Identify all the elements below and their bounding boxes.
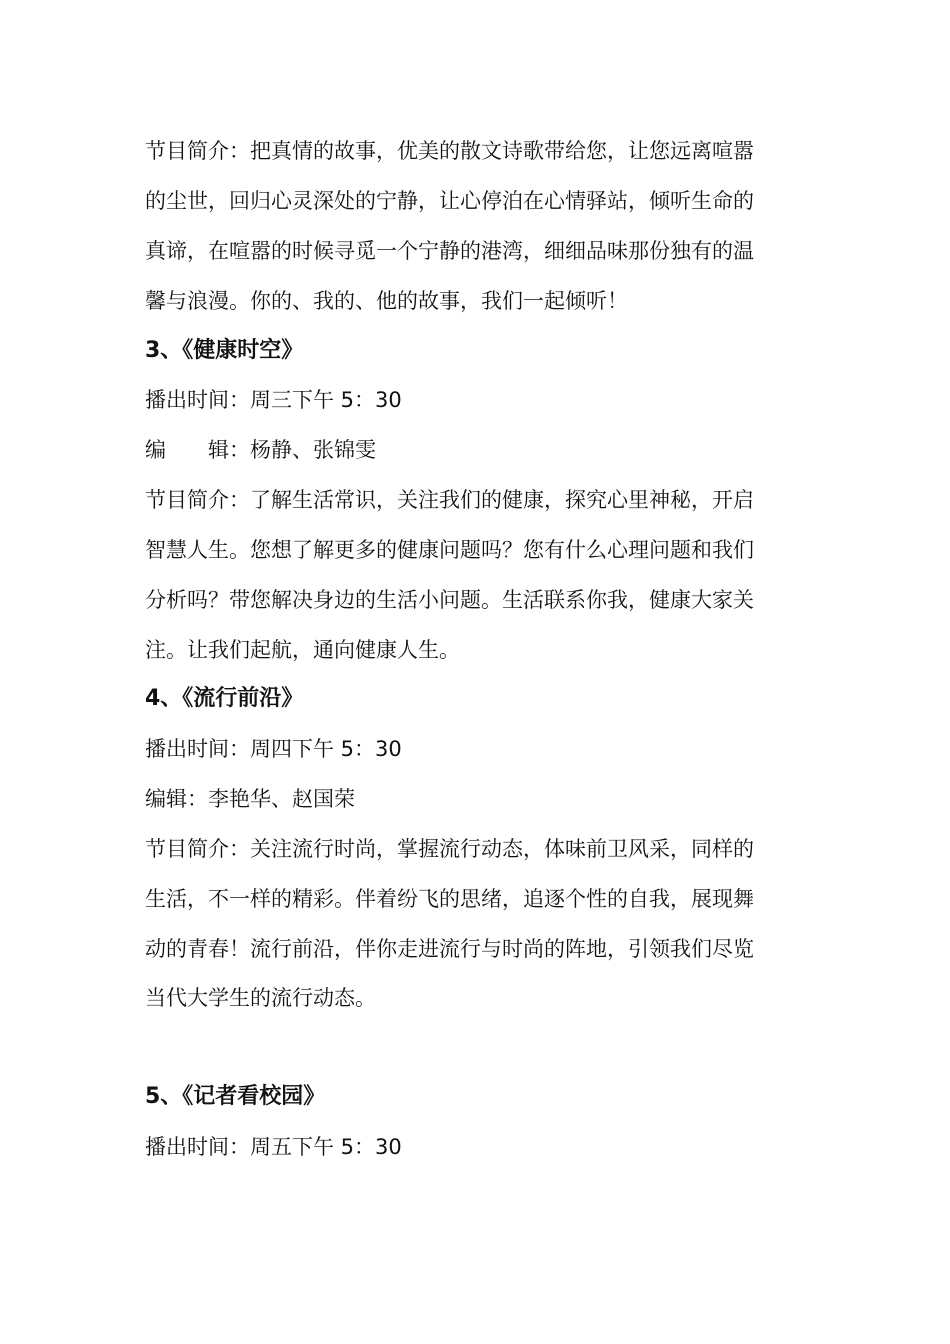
program4-airtime: 播出时间：周四下午 5：30 [145,737,402,761]
program3-intro-line-2: 智慧人生。您想了解更多的健康问题吗？您有什么心理问题和我们 [145,538,754,562]
program3-editor [145,435,805,465]
program4-intro-line-2: 生活，不一样的精彩。伴着纷飞的思绪，追逐个性的自我，展现舞 [145,887,754,911]
program5-airtime: 播出时间：周五下午 5：30 [145,1135,402,1159]
program4-intro-line-3: 动的青春！流行前沿，伴你走进流行与时尚的阵地，引领我们尽览 [145,937,754,961]
program5-heading: 5、《记者看校园》 [145,1084,326,1109]
program3-intro-line-1: 节目简介：了解生活常识，关注我们的健康，探究心里神秘，开启 [145,488,754,512]
program4-intro-line-1: 节目简介：关注流行时尚，掌握流行动态，体味前卫风采，同样的 [145,837,754,861]
program3-intro-line-3: 分析吗？带您解决身边的生活小问题。生活联系你我，健康大家关 [145,588,754,612]
program3-airtime: 播出时间：周三下午 5：30 [145,388,402,412]
program2-intro-line-1: 节目简介：把真情的故事，优美的散文诗歌带给您，让您远离喧嚣 [145,139,754,163]
program2-intro-line-2: 的尘世，回归心灵深处的宁静，让心停泊在心情驿站，倾听生命的 [145,189,754,213]
program4-heading: 4、《流行前沿》 [145,686,304,711]
program3-intro-line-4: 注。让我们起航，通向健康人生。 [145,638,460,662]
program2-intro-line-4: 馨与浪漫。你的、我的、他的故事，我们一起倾听！ [145,289,628,313]
program2-intro-line-3: 真谛，在喧嚣的时候寻觅一个宁静的港湾，细细品味那份独有的温 [145,239,754,263]
program3-editor-label-a: 编 [145,438,166,462]
program4-intro-line-4: 当代大学生的流行动态。 [145,986,376,1010]
program3-heading: 3、《健康时空》 [145,338,304,363]
program3-editor-label-b: 辑：杨静、张锦雯 [208,438,376,462]
program4-editor: 编辑：李艳华、赵国荣 [145,787,355,811]
